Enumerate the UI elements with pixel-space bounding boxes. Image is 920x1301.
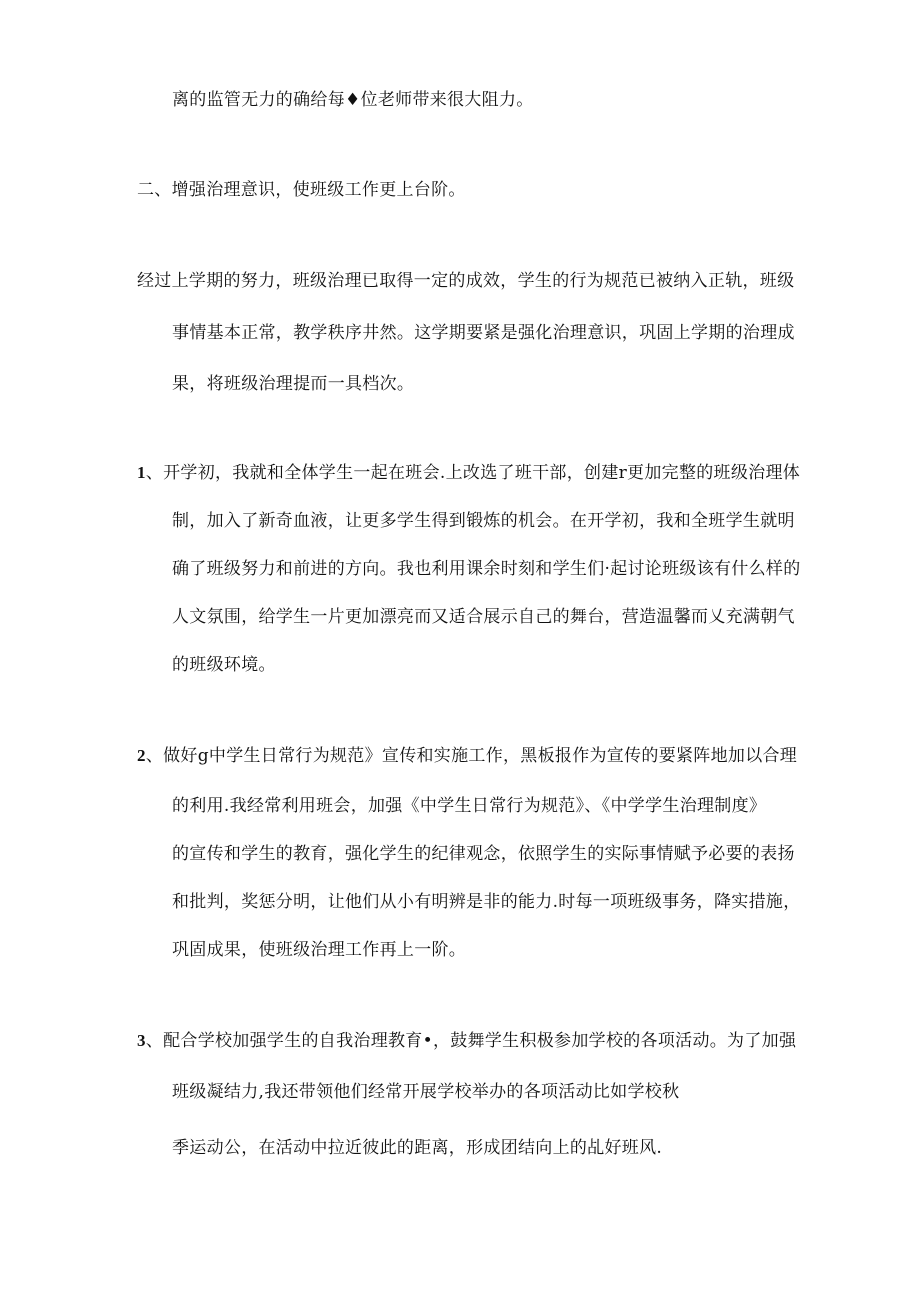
paragraph-line: 制，加入了新奇血液，让更多学生得到锻炼的机会。在开学初，我和全班学生就明 xyxy=(172,511,795,531)
paragraph-line: 班级凝结力,我还带领他们经常开展学校举办的各项活动比如学校秋 xyxy=(172,1082,680,1102)
item-3-first-line xyxy=(137,1030,796,1052)
paragraph-line: 果，将班级治理提而一具档次。 xyxy=(172,374,415,394)
item-1-first-line xyxy=(137,462,800,484)
intro-tail-line: 离的监管无力的确给每♦位老师带来很大阻力。 xyxy=(172,90,534,110)
item-number: 1 xyxy=(137,463,146,482)
paragraph-line: 和批判，奖惩分明，让他们从小有明辨是非的能力.时每一项班级事务，降实措施， xyxy=(172,892,801,912)
paragraph-line: 的宣传和学生的教育，强化学生的纪律观念，依照学生的实际事情赋予必要的表扬 xyxy=(172,844,795,864)
item-2-first-line xyxy=(137,745,797,767)
paragraph-line: 人文氛围，给学生一片更加漂亮而又适合展示自己的舞台，营造温馨而乂充满朝气 xyxy=(172,607,795,627)
item-number: 2 xyxy=(137,746,146,765)
paragraph-line: 的利用.我经常利用班会，加强《中学生日常行为规范》、《中学学生治理制度》 xyxy=(172,796,767,816)
paragraph-line: 经过上学期的努力，班级治理已取得一定的成效，学生的行为规范已被纳入正轨，班级 xyxy=(137,271,795,291)
paragraph-line: 事情基本正常，教学秩序井然。这学期要紧是强化治理意识，巩固上学期的治理成 xyxy=(172,323,795,343)
item-text: 、开学初，我就和全体学生一起在班会.上改选了班干部，创建r更加完整的班级治理体 xyxy=(145,463,801,483)
paragraph-line: 季运动公，在活动中拉近彼此的距离，形成团结向上的乩好班风. xyxy=(172,1138,663,1158)
item-text: 、做好g中学生日常行为规范》宣传和实施工作，黑板报作为宣传的要紧阵地加以合理 xyxy=(145,746,798,766)
paragraph-line: 的班级环境。 xyxy=(172,655,276,675)
item-number: 3 xyxy=(137,1031,146,1050)
item-text: 、配合学校加强学生的自我治理教育•，鼓舞学生积极参加学校的各项活动。为了加强 xyxy=(145,1031,797,1051)
section-two-heading: 二、增强治理意识，使班级工作更上台阶。 xyxy=(137,180,466,200)
paragraph-line: 确了班级努力和前进的方向。我也利用课余时刻和学生们·起讨论班级该有什么样的 xyxy=(172,559,801,579)
paragraph-line: 巩固成果，使班级治理工作再上一阶。 xyxy=(172,940,467,960)
